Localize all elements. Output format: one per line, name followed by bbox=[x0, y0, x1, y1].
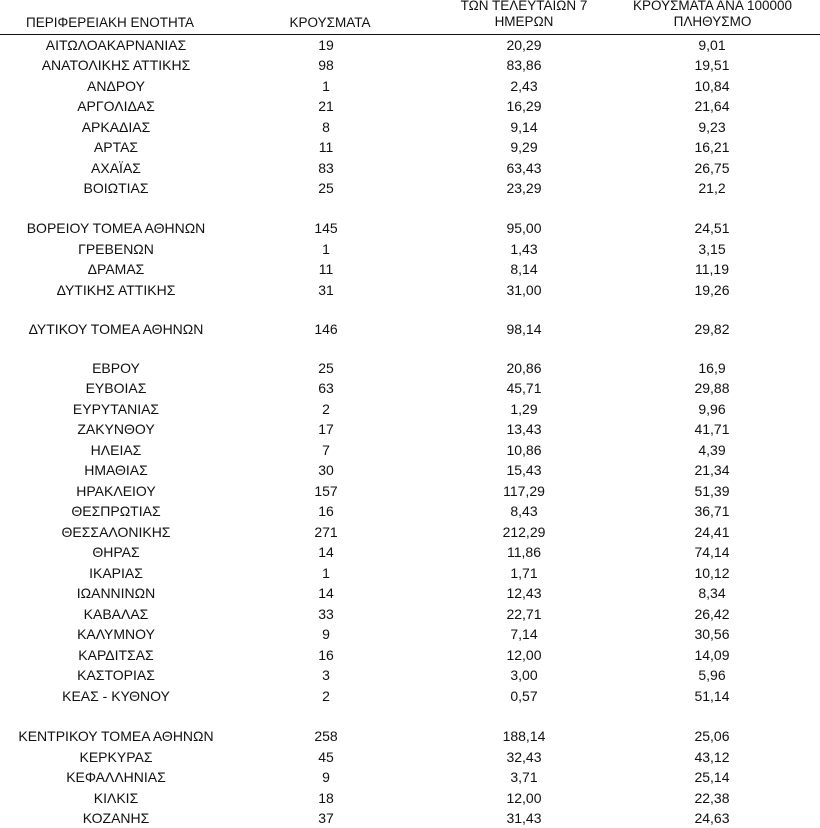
per100k-cell: 24,41 bbox=[694, 524, 730, 540]
table-row bbox=[0, 440, 820, 460]
header-avg7-line2: ΗΜΕΡΩΝ bbox=[494, 14, 554, 29]
region-cell: ΚΑΣΤΟΡΙΑΣ bbox=[77, 667, 155, 683]
avg7-cell: 31,00 bbox=[506, 282, 542, 298]
cases-cell: 1 bbox=[322, 241, 330, 257]
per100k-cell: 29,88 bbox=[694, 380, 730, 396]
table-row bbox=[0, 563, 820, 583]
avg7-cell: 0,57 bbox=[510, 688, 538, 704]
table-row bbox=[0, 522, 820, 542]
region-cell: ΗΡΑΚΛΕΙΟΥ bbox=[76, 483, 156, 499]
per100k-cell: 21,64 bbox=[694, 98, 730, 114]
cases-cell: 45 bbox=[318, 749, 334, 765]
table-row bbox=[0, 604, 820, 624]
table-row bbox=[0, 808, 820, 828]
region-cell: ΑΙΤΩΛΟΑΚΑΡΝΑΝΙΑΣ bbox=[45, 37, 187, 53]
table-row bbox=[0, 399, 820, 419]
avg7-cell: 16,29 bbox=[506, 98, 542, 114]
region-cell: ΗΛΕΙΑΣ bbox=[90, 442, 142, 458]
table-row bbox=[0, 378, 820, 398]
region-cell: ΒΟΙΩΤΙΑΣ bbox=[83, 180, 149, 196]
per100k-cell: 8,34 bbox=[698, 585, 726, 601]
avg7-cell: 2,43 bbox=[510, 78, 538, 94]
header-per100k bbox=[610, 0, 815, 30]
per100k-cell: 19,51 bbox=[694, 57, 730, 73]
region-cell: ΚΑΡΔΙΤΣΑΣ bbox=[78, 647, 154, 663]
table-row bbox=[0, 35, 820, 55]
region-cell: ΚΙΛΚΙΣ bbox=[93, 790, 139, 806]
per100k-cell: 11,19 bbox=[695, 261, 729, 277]
table-row bbox=[0, 358, 820, 378]
cases-cell: 8 bbox=[322, 119, 330, 135]
cases-cell: 33 bbox=[318, 606, 334, 622]
table-row bbox=[0, 460, 820, 480]
cases-cell: 63 bbox=[318, 380, 334, 396]
per100k-cell: 43,12 bbox=[694, 749, 730, 765]
avg7-cell: 1,29 bbox=[510, 401, 538, 417]
region-cell: ΚΟΖΑΝΗΣ bbox=[82, 810, 150, 826]
cases-cell: 146 bbox=[314, 321, 338, 337]
avg7-cell: 188,14 bbox=[502, 728, 546, 744]
avg7-cell: 9,14 bbox=[510, 119, 538, 135]
per100k-cell: 9,23 bbox=[698, 119, 726, 135]
per100k-cell: 36,71 bbox=[694, 503, 730, 519]
region-cell: ΘΗΡΑΣ bbox=[92, 544, 140, 560]
region-cell: ΘΕΣΣΑΛΟΝΙΚΗΣ bbox=[61, 524, 171, 540]
cases-cell: 83 bbox=[318, 160, 334, 176]
avg7-cell: 95,00 bbox=[506, 220, 542, 236]
per100k-cell: 30,56 bbox=[694, 626, 730, 642]
cases-cell: 1 bbox=[322, 78, 330, 94]
table-row bbox=[0, 665, 820, 685]
cases-cell: 18 bbox=[318, 790, 334, 806]
avg7-cell: 32,43 bbox=[506, 749, 542, 765]
region-cell: ΒΟΡΕΙΟΥ ΤΟΜΕΑ ΑΘΗΝΩΝ bbox=[26, 220, 206, 236]
per100k-cell: 9,96 bbox=[698, 401, 726, 417]
table-row bbox=[0, 280, 820, 300]
avg7-cell: 98,14 bbox=[506, 321, 542, 337]
cases-cell: 7 bbox=[322, 442, 330, 458]
table-row bbox=[0, 96, 820, 116]
per100k-cell: 9,01 bbox=[698, 37, 726, 53]
per100k-cell: 51,39 bbox=[694, 483, 730, 499]
table-row bbox=[0, 686, 820, 706]
avg7-cell: 11,86 bbox=[507, 544, 541, 560]
cases-cell: 19 bbox=[318, 37, 334, 53]
region-cell: ΖΑΚΥΝΘΟΥ bbox=[77, 421, 155, 437]
header-avg7-line1: ΤΩΝ ΤΕΛΕΥΤΑΙΩΝ 7 bbox=[460, 0, 588, 13]
table-row bbox=[0, 419, 820, 439]
per100k-cell: 3,15 bbox=[698, 241, 726, 257]
region-cell: ΚΑΒΑΛΑΣ bbox=[83, 606, 149, 622]
avg7-cell: 8,43 bbox=[510, 503, 538, 519]
cases-cell: 11 bbox=[318, 139, 334, 155]
header-per100k-line1: ΚΡΟΥΣΜΑΤΑ ΑΝΑ 100000 bbox=[633, 0, 792, 13]
avg7-cell: 12,00 bbox=[506, 647, 542, 663]
table-row bbox=[0, 319, 820, 339]
region-cell: ΑΡΓΟΛΙΔΑΣ bbox=[77, 98, 155, 114]
cases-cell: 14 bbox=[318, 544, 334, 560]
cases-cell: 30 bbox=[318, 462, 334, 478]
cases-cell: 11 bbox=[318, 261, 334, 277]
avg7-cell: 212,29 bbox=[502, 524, 546, 540]
avg7-cell: 13,43 bbox=[506, 421, 542, 437]
table-row bbox=[0, 624, 820, 644]
table-row bbox=[0, 117, 820, 137]
per100k-cell: 5,96 bbox=[698, 667, 726, 683]
per100k-cell: 4,39 bbox=[698, 442, 726, 458]
table-row bbox=[0, 178, 820, 198]
region-cell: ΓΡΕΒΕΝΩΝ bbox=[78, 241, 154, 257]
header-region: ΠΕΡΙΦΕΡΕΙΑΚΗ ΕΝΟΤΗΤΑ bbox=[25, 15, 195, 30]
per100k-cell: 74,14 bbox=[694, 544, 730, 560]
table-row bbox=[0, 542, 820, 562]
avg7-cell: 8,14 bbox=[510, 261, 538, 277]
table-row bbox=[0, 726, 820, 746]
avg7-cell: 12,43 bbox=[506, 585, 542, 601]
cases-cell: 37 bbox=[318, 810, 334, 826]
per100k-cell: 29,82 bbox=[694, 321, 730, 337]
table-row bbox=[0, 76, 820, 96]
avg7-cell: 9,29 bbox=[510, 139, 538, 155]
cases-cell: 25 bbox=[318, 180, 334, 196]
cases-cell: 157 bbox=[314, 483, 338, 499]
avg7-cell: 63,43 bbox=[506, 160, 542, 176]
avg7-cell: 1,71 bbox=[510, 565, 538, 581]
cases-cell: 16 bbox=[318, 647, 334, 663]
table-row bbox=[0, 767, 820, 787]
cases-cell: 271 bbox=[314, 524, 338, 540]
per100k-cell: 10,84 bbox=[694, 78, 730, 94]
per100k-cell: 14,09 bbox=[694, 647, 730, 663]
table-row bbox=[0, 645, 820, 665]
region-cell: ΔΡΑΜΑΣ bbox=[87, 261, 145, 277]
region-cell: ΚΕΡΚΥΡΑΣ bbox=[79, 749, 153, 765]
per100k-cell: 25,06 bbox=[694, 728, 730, 744]
table-row bbox=[0, 259, 820, 279]
header-avg7 bbox=[444, 0, 604, 30]
cases-cell: 1 bbox=[322, 565, 330, 581]
avg7-cell: 31,43 bbox=[506, 810, 542, 826]
cases-cell: 21 bbox=[318, 98, 334, 114]
table-row bbox=[0, 218, 820, 238]
per100k-cell: 41,71 bbox=[694, 421, 730, 437]
avg7-cell: 7,14 bbox=[510, 626, 538, 642]
cases-cell: 98 bbox=[318, 57, 334, 73]
per100k-cell: 25,14 bbox=[694, 769, 730, 785]
cases-cell: 17 bbox=[318, 421, 334, 437]
avg7-cell: 117,29 bbox=[503, 483, 545, 499]
cases-cell: 145 bbox=[314, 220, 338, 236]
cases-cell: 9 bbox=[322, 626, 330, 642]
per100k-cell: 26,75 bbox=[694, 160, 730, 176]
per100k-cell: 10,12 bbox=[694, 565, 730, 581]
region-cell: ΔΥΤΙΚΗΣ ΑΤΤΙΚΗΣ bbox=[56, 282, 176, 298]
table-row bbox=[0, 55, 820, 75]
per100k-cell: 21,2 bbox=[698, 180, 726, 196]
table-row bbox=[0, 501, 820, 521]
table-row bbox=[0, 747, 820, 767]
cases-cell: 16 bbox=[318, 503, 334, 519]
region-cell: ΑΡΤΑΣ bbox=[93, 139, 139, 155]
per100k-cell: 19,26 bbox=[694, 282, 730, 298]
region-cell: ΚΕΑΣ - ΚΥΘΝΟΥ bbox=[62, 688, 170, 704]
region-cell: ΑΝΑΤΟΛΙΚΗΣ ΑΤΤΙΚΗΣ bbox=[41, 57, 191, 73]
per100k-cell: 16,21 bbox=[694, 139, 730, 155]
avg7-cell: 12,00 bbox=[506, 790, 542, 806]
header-cases: ΚΡΟΥΣΜΑΤΑ bbox=[289, 15, 371, 30]
per100k-cell: 51,14 bbox=[694, 688, 730, 704]
avg7-cell: 1,43 bbox=[510, 241, 538, 257]
per100k-cell: 24,51 bbox=[694, 220, 730, 236]
avg7-cell: 23,29 bbox=[506, 180, 542, 196]
per100k-cell: 24,63 bbox=[694, 810, 730, 826]
avg7-cell: 3,00 bbox=[510, 667, 538, 683]
cases-cell: 258 bbox=[314, 728, 338, 744]
table-row bbox=[0, 583, 820, 603]
avg7-cell: 15,43 bbox=[506, 462, 542, 478]
avg7-cell: 3,71 bbox=[510, 769, 538, 785]
cases-cell: 2 bbox=[322, 688, 330, 704]
header-per100k-line2: ΠΛΗΘΥΣΜΟ bbox=[673, 14, 752, 29]
cases-cell: 31 bbox=[318, 282, 334, 298]
per100k-cell: 21,34 bbox=[694, 462, 730, 478]
avg7-cell: 20,86 bbox=[506, 360, 542, 376]
table-row bbox=[0, 239, 820, 259]
avg7-cell: 22,71 bbox=[506, 606, 542, 622]
region-cell: ΗΜΑΘΙΑΣ bbox=[84, 462, 148, 478]
table-row bbox=[0, 481, 820, 501]
region-cell: ΕΥΒΟΙΑΣ bbox=[85, 380, 147, 396]
cases-cell: 3 bbox=[322, 667, 330, 683]
region-cell: ΑΧΑΪΑΣ bbox=[91, 160, 141, 176]
per100k-cell: 22,38 bbox=[694, 790, 730, 806]
avg7-cell: 83,86 bbox=[506, 57, 542, 73]
cases-cell: 2 bbox=[322, 401, 330, 417]
region-cell: ΔΥΤΙΚΟΥ ΤΟΜΕΑ ΑΘΗΝΩΝ bbox=[28, 321, 204, 337]
table-row bbox=[0, 788, 820, 808]
region-cell: ΘΕΣΠΡΩΤΙΑΣ bbox=[71, 503, 161, 519]
avg7-cell: 45,71 bbox=[506, 380, 542, 396]
region-cell: ΚΕΦΑΛΛΗΝΙΑΣ bbox=[66, 769, 166, 785]
region-cell: ΕΒΡΟΥ bbox=[92, 360, 140, 376]
region-cell: ΚΑΛΥΜΝΟΥ bbox=[77, 626, 155, 642]
cases-cell: 14 bbox=[318, 585, 334, 601]
region-cell: ΑΡΚΑΔΙΑΣ bbox=[81, 119, 151, 135]
region-cell: ΙΚΑΡΙΑΣ bbox=[89, 565, 143, 581]
per100k-cell: 16,9 bbox=[698, 360, 726, 376]
cases-cell: 25 bbox=[318, 360, 334, 376]
region-cell: ΙΩΑΝΝΙΝΩΝ bbox=[76, 585, 156, 601]
per100k-cell: 26,42 bbox=[694, 606, 730, 622]
table-row bbox=[0, 158, 820, 178]
region-cell: ΚΕΝΤΡΙΚΟΥ ΤΟΜΕΑ ΑΘΗΝΩΝ bbox=[18, 728, 214, 744]
avg7-cell: 20,29 bbox=[506, 37, 542, 53]
table-row bbox=[0, 137, 820, 157]
avg7-cell: 10,86 bbox=[506, 442, 542, 458]
region-cell: ΕΥΡΥΤΑΝΙΑΣ bbox=[72, 401, 160, 417]
region-cell: ΑΝΔΡΟΥ bbox=[87, 78, 145, 94]
cases-cell: 9 bbox=[322, 769, 330, 785]
